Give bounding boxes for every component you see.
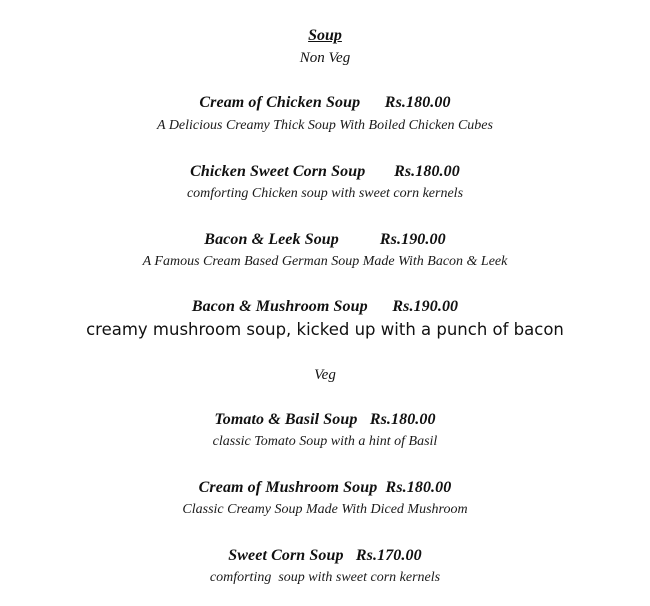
item-title: Cream of Mushroom Soup — [198, 479, 378, 496]
menu-item-description: comforting soup with sweet corn kernels — [209, 570, 441, 585]
menu-item-name — [0, 163, 650, 181]
item-title: Bacon & Leek Soup — [204, 231, 339, 248]
subsection-non-veg: Non Veg — [299, 50, 351, 66]
menu-item-name — [0, 547, 650, 565]
item-title: Sweet Corn Soup — [228, 547, 344, 564]
item-price: Rs.180.00 — [385, 479, 452, 496]
item-price: Rs.190.00 — [392, 298, 459, 315]
menu-item-description: classic Tomato Soup with a hint of Basil — [212, 434, 438, 449]
item-price: Rs.180.00 — [394, 163, 460, 180]
menu-item-description: A Delicious Creamy Thick Soup With Boiled Chicken Cubes — [157, 118, 493, 133]
menu-item-description: Classic Creamy Soup Made With Diced Mushroom — [182, 502, 468, 517]
menu-item-name — [0, 479, 650, 497]
menu-item-name — [0, 94, 650, 112]
section-title: Soup — [308, 27, 342, 44]
subsection-veg: Veg — [314, 367, 336, 383]
menu-item-description: creamy mushroom soup, kicked up with a punch of bacon — [86, 320, 564, 339]
item-title: Chicken Sweet Corn Soup — [190, 163, 366, 180]
item-price: Rs.190.00 — [379, 231, 446, 248]
menu-item-name — [0, 411, 650, 429]
item-price: Rs.180.00 — [384, 94, 451, 111]
menu-item-description: A Famous Cream Based German Soup Made With Bacon & Leek — [142, 254, 508, 269]
menu-item-name — [0, 231, 650, 249]
menu-item-name — [0, 298, 650, 316]
item-title: Tomato & Basil Soup — [214, 411, 358, 428]
item-price: Rs.170.00 — [355, 547, 422, 564]
item-price: Rs.180.00 — [369, 411, 436, 428]
menu-item-description: comforting Chicken soup with sweet corn kernels — [186, 186, 464, 201]
item-title: Cream of Chicken Soup — [199, 94, 361, 111]
item-title: Bacon & Mushroom Soup — [191, 298, 368, 315]
